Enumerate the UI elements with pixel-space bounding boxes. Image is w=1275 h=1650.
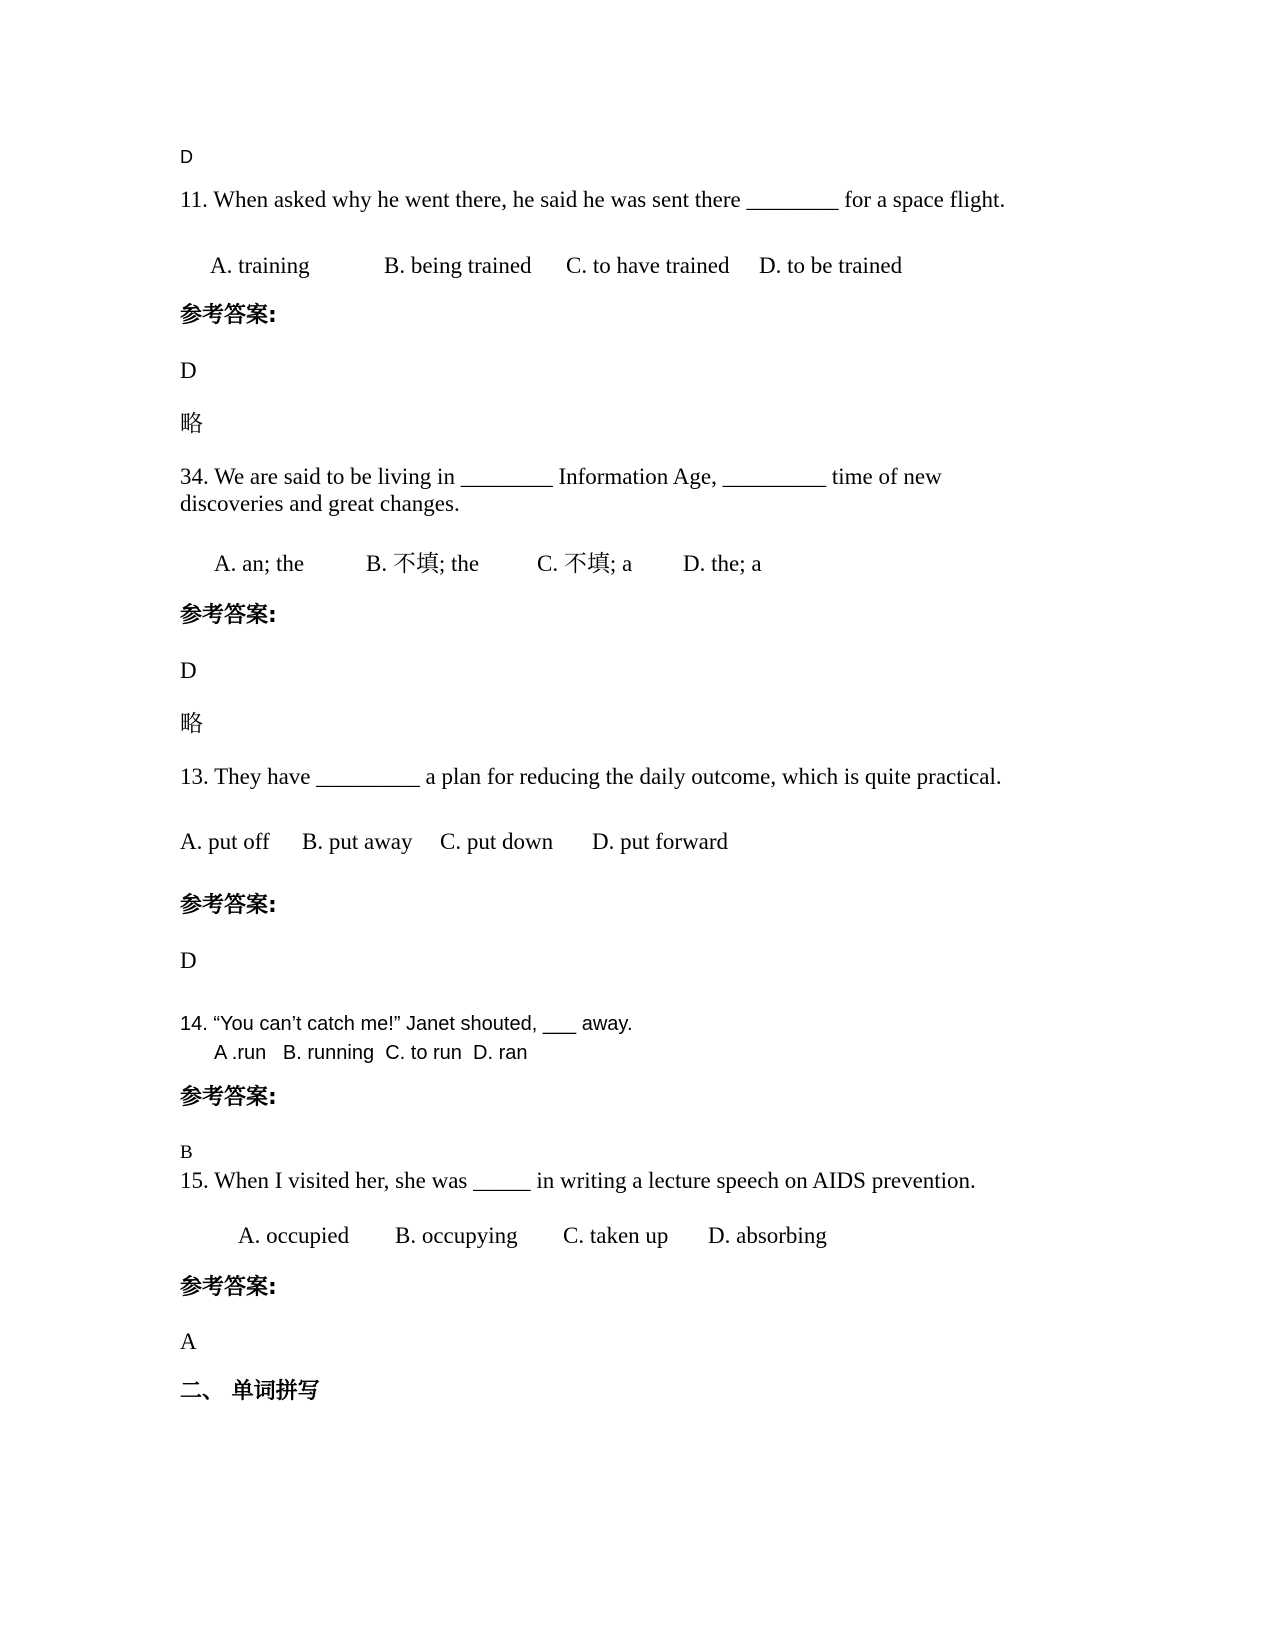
q34-stem-line2: discoveries and great changes. — [180, 491, 460, 516]
q14-answer: B — [180, 1142, 193, 1163]
q15-answer-label: 参考答案: — [180, 1275, 277, 1300]
q34-answer-label: 参考答案: — [180, 603, 277, 628]
q15-option-b: B. occupying — [395, 1223, 518, 1248]
q34-stem-line1: 34. We are said to be living in ________ Information Age, _________ time of new — [180, 464, 942, 489]
q15-stem: 15. When I visited her, she was _____ in writing a lecture speech on AIDS prevention. — [180, 1168, 976, 1193]
q13-option-d: D. put forward — [592, 829, 729, 854]
q11-option-a: A. training — [210, 253, 310, 278]
q34-option-a: A. an; the — [214, 551, 305, 576]
q11-explanation: 略 — [180, 411, 203, 436]
q14-options: A .run B. running C. to run D. ran — [214, 1042, 528, 1064]
section-heading: 二、 单词拼写 — [180, 1379, 320, 1404]
q13-option-a: A. put off — [180, 829, 270, 854]
q15-answer: A — [180, 1329, 197, 1354]
q11-option-d: D. to be trained — [759, 253, 903, 278]
q11-answer: D — [180, 358, 197, 383]
q13-answer-label: 参考答案: — [180, 893, 277, 918]
q11-option-b: B. being trained — [384, 253, 532, 278]
q13-stem: 13. They have _________ a plan for reducing the daily outcome, which is quite practical. — [180, 764, 1002, 789]
q11-stem: 11. When asked why he went there, he said he was sent there ________ for a space flight. — [180, 187, 1006, 212]
top-answer: D — [180, 147, 193, 167]
q34-option-d: D. the; a — [683, 551, 762, 576]
q14-answer-label: 参考答案: — [180, 1085, 277, 1110]
q11-option-c: C. to have trained — [566, 253, 730, 278]
q13-answer: D — [180, 948, 197, 973]
q15-option-c: C. taken up — [563, 1223, 669, 1248]
q34-option-b: B. 不填; the — [366, 551, 480, 576]
q14-stem: 14. “You can’t catch me!” Janet shouted, ___ away. — [180, 1013, 633, 1035]
q34-explanation: 略 — [180, 711, 203, 736]
q11-answer-label: 参考答案: — [180, 303, 277, 328]
q13-option-b: B. put away — [302, 829, 413, 854]
q13-option-c: C. put down — [440, 829, 554, 854]
q34-option-c: C. 不填; a — [537, 551, 633, 576]
q34-answer: D — [180, 658, 197, 683]
q15-option-a: A. occupied — [238, 1223, 350, 1248]
q15-option-d: D. absorbing — [708, 1223, 827, 1248]
